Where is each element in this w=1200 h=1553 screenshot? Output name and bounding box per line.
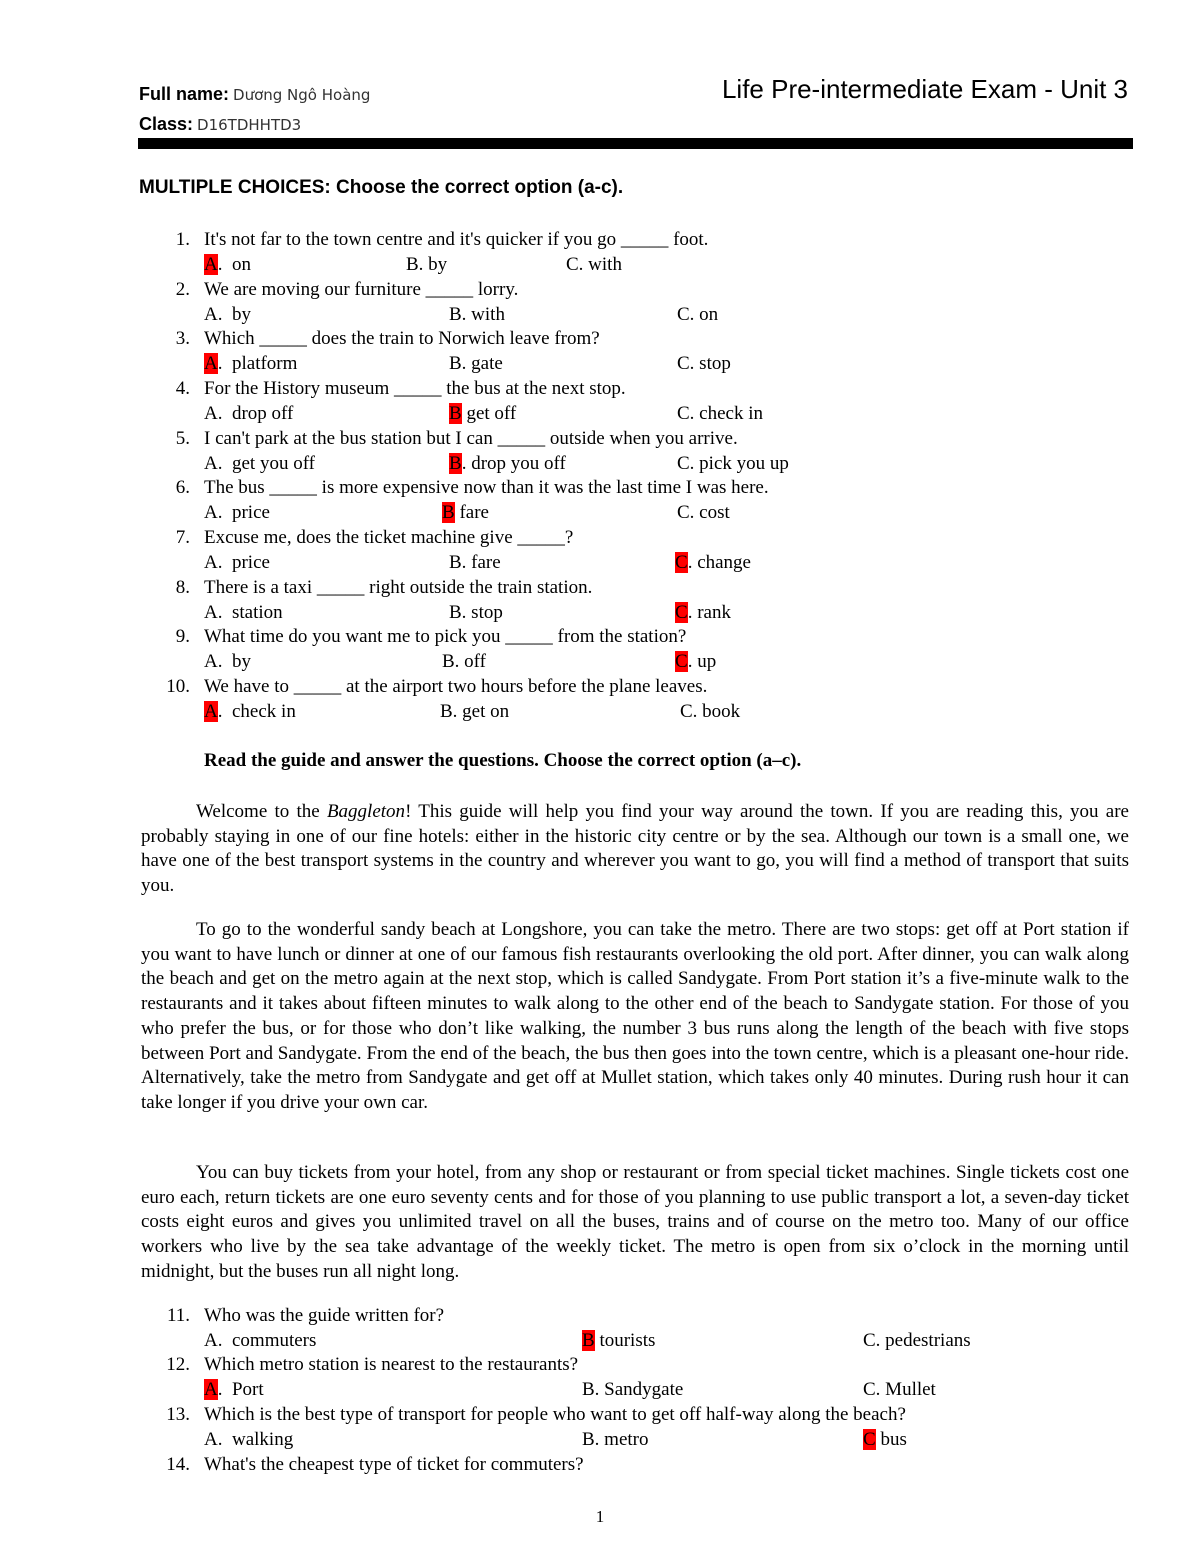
question-number: 8. xyxy=(175,577,190,598)
option-a: A. drop off xyxy=(204,403,294,424)
option-b: B. gate xyxy=(449,353,503,374)
answer-marker: A xyxy=(204,701,218,722)
option-b: B. stop xyxy=(449,602,503,623)
question-14 xyxy=(0,1454,1200,1504)
question-6 xyxy=(0,477,1200,527)
reading-paragraph-2: To go to the wonderful sandy beach at Longshore, you can take the metro. There are two stops: get off at Port station if you want to have lunch or dinner at one of our famous fish restaurants overlooking the old port. After dinner, you can walk along the beach and get on the metro again at the next stop, which is called Sandygate. From Port station it’s a five-minute walk to the restaurants and it takes about fifteen minutes to walk along to the other end of the beach to Sandygate station. For those of you who prefer the bus, or for those who don’t like walking, the number 3 bus runs along the length of the beach with five stops between Port and Sandygate. From the end of the beach, the bus then goes into the town centre, which is a pleasant one-hour ride. Alternatively, take the metro from Sandygate and get off at Mullet station, which takes only 40 minutes. During rush hour it can take longer if you drive your own car. xyxy=(141,919,1129,1113)
answer-marker: A xyxy=(204,254,218,275)
full-name-value: Dương Ngô Hoàng xyxy=(233,86,371,104)
question-number: 4. xyxy=(175,378,190,399)
answer-marker: A xyxy=(204,353,218,374)
header-divider xyxy=(138,138,1133,149)
question-stem: Who was the guide written for? xyxy=(204,1305,445,1326)
question-number: 3. xyxy=(175,328,190,349)
class-line xyxy=(139,114,301,135)
option-a: A. check in xyxy=(204,701,296,722)
option-c: C. cost xyxy=(677,502,730,523)
option-b: B fare xyxy=(442,502,489,523)
question-number: 9. xyxy=(175,626,190,647)
option-c: C. Mullet xyxy=(863,1379,936,1400)
question-number: 11. xyxy=(166,1305,190,1326)
class-label: Class: xyxy=(139,114,194,134)
question-7 xyxy=(0,527,1200,577)
question-number: 2. xyxy=(175,279,190,300)
option-b: B. by xyxy=(406,254,448,275)
reading-title: Read the guide and answer the questions. Choose the correct option (a–c). xyxy=(204,750,802,771)
option-a: A. price xyxy=(204,502,270,523)
option-c: C. pick you up xyxy=(677,453,789,474)
question-stem: Which metro station is nearest to the restaurants? xyxy=(204,1354,579,1375)
exam-title: Life Pre-intermediate Exam - Unit 3 xyxy=(721,74,1128,104)
answer-marker: B xyxy=(442,502,455,523)
option-c: C. stop xyxy=(677,353,731,374)
answer-marker: A xyxy=(204,1379,218,1400)
question-stem: Excuse me, does the ticket machine give _____? xyxy=(204,527,574,548)
option-b: B. with xyxy=(449,304,505,325)
option-c: C. book xyxy=(680,701,741,722)
question-number: 7. xyxy=(175,527,190,548)
option-a: A. commuters xyxy=(204,1330,317,1351)
option-c: C. pedestrians xyxy=(863,1330,971,1351)
question-9 xyxy=(0,626,1200,676)
question-4 xyxy=(0,378,1200,428)
answer-marker: C xyxy=(675,552,688,573)
option-a: A. walking xyxy=(204,1429,294,1450)
question-1 xyxy=(0,229,1200,279)
option-a: A. price xyxy=(204,552,270,573)
option-a: A. by xyxy=(204,651,251,672)
question-5 xyxy=(0,428,1200,478)
question-13 xyxy=(0,1404,1200,1454)
option-a: A. platform xyxy=(204,353,298,374)
question-stem: What time do you want me to pick you _____ from the station? xyxy=(204,626,687,647)
option-a: A. by xyxy=(204,304,251,325)
question-stem: Which _____ does the train to Norwich leave from? xyxy=(204,328,600,349)
answer-marker: C xyxy=(675,651,688,672)
option-b: B. drop you off xyxy=(449,453,566,474)
question-stem: We are moving our furniture _____ lorry. xyxy=(204,279,519,300)
question-stem: I can't park at the bus station but I can _____ outside when you arrive. xyxy=(204,428,738,449)
question-2 xyxy=(0,279,1200,329)
option-c: C. check in xyxy=(677,403,764,424)
option-b: B. Sandygate xyxy=(582,1379,684,1400)
section-title: MULTIPLE CHOICES: Choose the correct option (a-c). xyxy=(139,177,624,198)
option-c: C bus xyxy=(863,1429,907,1450)
answer-marker: C xyxy=(675,602,688,623)
option-c: C. up xyxy=(675,651,717,672)
question-8 xyxy=(0,577,1200,627)
question-11 xyxy=(0,1305,1200,1355)
reading-paragraph-3: You can buy tickets from your hotel, from any shop or restaurant or from special ticket machines. Single tickets cost one euro each, return tickets are one euro seventy cents and for those of you planning to use public transport a lot, a seven-day ticket costs eight euros and gives you unlimited travel on all the buses, trains and of course on the metro too. Many of our office workers who live by the sea take advantage of the weekly ticket. The metro is open from six o’clock in the morning until midnight, but the buses run all night long. xyxy=(141,1162,1129,1282)
option-a: A. get you off xyxy=(204,453,316,474)
question-number: 14. xyxy=(166,1454,190,1475)
question-stem: We have to _____ at the airport two hours before the plane leaves. xyxy=(204,676,708,697)
question-stem: Which is the best type of transport for people who want to get off half-way along the beach? xyxy=(204,1404,906,1425)
page-number: 1 xyxy=(595,1507,605,1526)
option-a: A. station xyxy=(204,602,283,623)
question-stem: The bus _____ is more expensive now than it was the last time I was here. xyxy=(204,477,769,498)
question-stem: There is a taxi _____ right outside the train station. xyxy=(204,577,593,598)
question-12 xyxy=(0,1354,1200,1404)
option-a: A. Port xyxy=(204,1379,264,1400)
question-stem: For the History museum _____ the bus at the next stop. xyxy=(204,378,626,399)
option-b: B. get on xyxy=(440,701,510,722)
answer-marker: B xyxy=(582,1330,595,1351)
option-c: C. rank xyxy=(675,602,731,623)
question-number: 13. xyxy=(166,1404,190,1425)
answer-marker: B xyxy=(449,453,462,474)
answer-marker: B xyxy=(449,403,462,424)
full-name-line xyxy=(139,84,370,105)
option-c: C. change xyxy=(675,552,751,573)
question-stem: What's the cheapest type of ticket for commuters? xyxy=(204,1454,584,1475)
option-c: C. with xyxy=(566,254,622,275)
question-number: 10. xyxy=(166,676,190,697)
class-value: D16TDHHTD3 xyxy=(197,116,302,134)
question-number: 6. xyxy=(175,477,190,498)
question-number: 1. xyxy=(175,229,190,250)
option-b: B. metro xyxy=(582,1429,649,1450)
question-number: 5. xyxy=(175,428,190,449)
question-10 xyxy=(0,676,1200,726)
question-stem: It's not far to the town centre and it's quicker if you go _____ foot. xyxy=(204,229,709,250)
question-number: 12. xyxy=(166,1354,190,1375)
option-a: A. on xyxy=(204,254,251,275)
full-name-label: Full name: xyxy=(139,84,230,104)
option-b: B. off xyxy=(442,651,486,672)
reading-paragraph-1: Welcome to the Baggleton! This guide will help you find your way around the town. If you are reading this, you are probably staying in one of our fine hotels: either in the historic city centre or by the sea. Although our town is a small one, we have one of the best transport systems in the country and wherever you want to go, you will find a method of transport that suits you. xyxy=(141,801,1129,897)
question-3 xyxy=(0,328,1200,378)
option-b: B get off xyxy=(449,403,517,424)
answer-marker: C xyxy=(863,1429,876,1450)
option-b: B tourists xyxy=(582,1330,656,1351)
option-b: B. fare xyxy=(449,552,501,573)
option-c: C. on xyxy=(677,304,719,325)
